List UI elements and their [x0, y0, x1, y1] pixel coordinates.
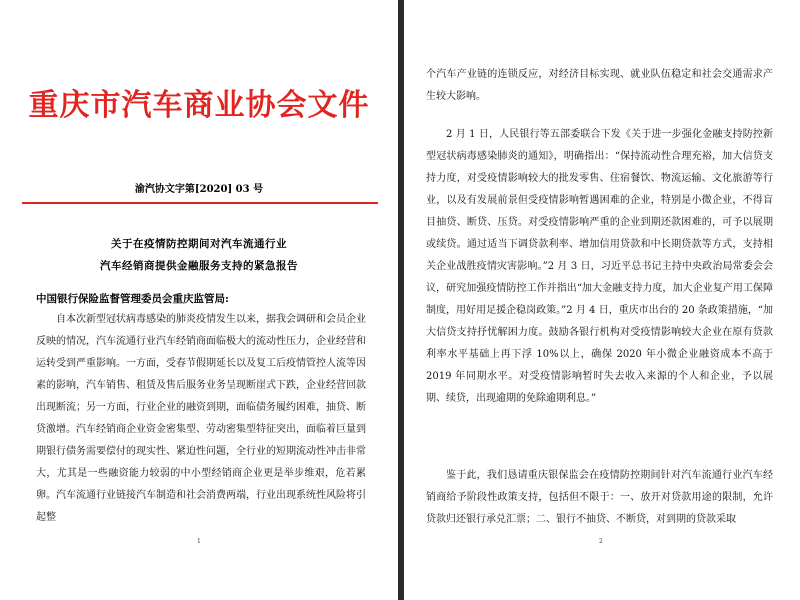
report-title-line2: 汽车经销商提供金融服务支持的紧急报告: [100, 260, 298, 272]
body-paragraph-request: 鉴于此，我们恳请重庆银保监会在疫情防控期间针对汽车流通行业汽车经销商给予阶段性政策支持，包括但不限于：一、放开对贷款用途的限制，允许贷款归还银行承兑汇票；二、银行不抽贷、不断贷，对到期的贷款采取: [426, 470, 773, 525]
body-paragraph: 自本次新型冠状病毒感染的肺炎疫情发生以来，据我会调研和会员企业反映的情况，汽车流通行业汽车经销商面临极大的流动性压力，企业经营和运转受到严重影响。一方面，受春节假期延长以及复工后疫情管控人流等因素的影响，汽车销售、租赁及售后服务业务呈现断崖式下跌，企业经营回款出现断流；另一方面，行业企业的融资到期，面临债务履约困难，抽贷、断贷激增。汽车经销商企业资金密集型、劳动密集型特征突出，面临着巨量到期银行债务需要偿付的现实性、紧迫性问题，全行业的短期流动性冲击非常大，尤其是一些融资能力较弱的中小型经销商企业更是举步维艰，危若累卵。汽车流通行业链接汽车制造和社会消费两端，行业出现系统性风险将引起整: [36, 314, 366, 523]
red-divider: [22, 202, 378, 204]
body-paragraph-continued: 个汽车产业链的连锁反应，对经济目标实现、就业队伍稳定和社会交通需求产生较大影响。: [426, 69, 773, 102]
page-number: 1: [197, 538, 201, 545]
page-number: 2: [599, 538, 603, 545]
document-number: 渝汽协文字第[2020] 03 号: [134, 184, 264, 195]
document-page-2: [404, 0, 800, 600]
document-page-1: [0, 0, 398, 600]
document-header: 重庆市汽车商业协会文件: [28, 88, 370, 123]
body-paragraph-policy: 2 月 1 日，人民银行等五部委联合下发《关于进一步强化金融支持防控新型冠状病毒感染肺炎的通知》，明确指出：“保持流动性合理充裕，加大信贷支持力度，对受疫情影响较大的批发零售、住宿餐饮、物流运输、文化旅游等行业，以及有发展前景但受疫情影响暂遇困难的企业，特别是小微企业，不得盲目抽贷、断贷、压贷。对受疫情影响严重的企业到期还款困难的，可予以展期或续贷。通过适当下调贷款利率、增加信用贷款和中长期贷款等方式，支持相关企业战胜疫情灾害影响。”2 月 3 日，习近平总书记主持中央政治局常委会会议，研究加强疫情防控工作并指出“加大金融支持力度，加大企业复产用工保障制度，用好用足援企稳岗政策。”2 月 4 日，重庆市出台的 20 条政策措施，“加大信贷支持抒忧解困力度。鼓励各银行机构对受疫情影响较大企业在原有贷款利率水平基础上再下浮 10%以上，确保 2020 年小微企业融资成本不高于 2019 年同期水平。对受疫情影响暂时失去收入来源的个人和企业，予以展期、续贷，出现逾期的免除逾期利息。”: [426, 129, 773, 404]
report-title-line1: 关于在疫情防控期间对汽车流通行业: [111, 238, 287, 250]
addressee: 中国银行保险监督管理委员会重庆监管局:: [36, 293, 229, 305]
